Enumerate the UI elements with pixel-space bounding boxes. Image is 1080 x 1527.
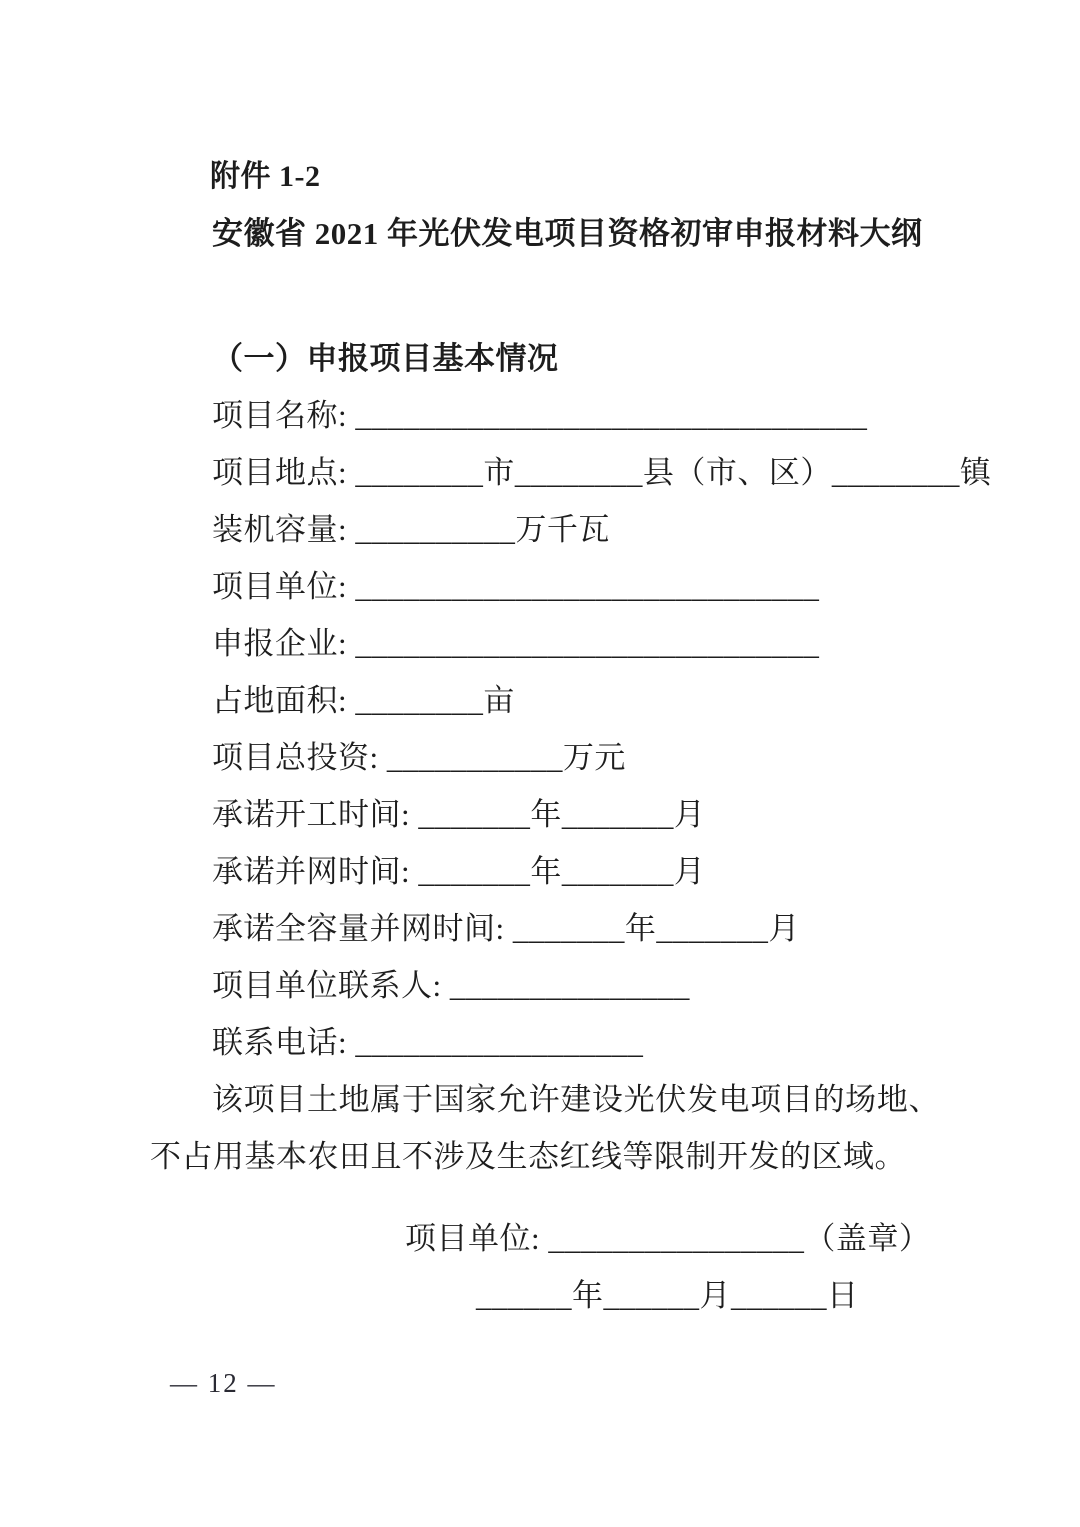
field-declaring-enterprise: 申报企业: _____________________________ [212,626,820,661]
form-fields [150,387,992,1071]
attachment-label: 附件 1-2 [210,160,321,193]
field-installed-capacity: 装机容量: __________万千瓦 [212,512,610,547]
field-promised-full-grid-date: 承诺全容量并网时间: _______年_______月 [212,911,800,946]
land-compliance-statement: 该项目土地属于国家允许建设光伏发电项目的场地、不占用基本农田且不涉及生态红线等限制开发的区域。 [150,1082,940,1174]
section-heading: （一）申报项目基本情况 [212,341,559,376]
field-contact-phone: 联系电话: __________________ [212,1025,644,1060]
document-page [150,148,992,1324]
field-project-location: 项目地点: ________市________县（市、区）________镇 [212,455,992,490]
document-title: 安徽省 2021 年光伏发电项目资格初审申报材料大纲 [212,216,923,251]
signature-date-line: ______年______月______日 [476,1278,859,1313]
field-total-investment: 项目总投资: ___________万元 [212,740,626,775]
field-promised-grid-date: 承诺并网时间: _______年_______月 [212,854,706,889]
field-unit-contact-person: 项目单位联系人: _______________ [212,968,690,1003]
page-number: — 12 — [170,1368,277,1398]
signature-seal-line: 项目单位: ________________（盖章） [405,1221,931,1256]
field-land-area: 占地面积: ________亩 [212,683,515,718]
field-project-unit: 项目单位: _____________________________ [212,569,820,604]
field-promised-start-date: 承诺开工时间: _______年_______月 [212,797,706,832]
field-project-name: 项目名称: ________________________________ [212,398,868,433]
